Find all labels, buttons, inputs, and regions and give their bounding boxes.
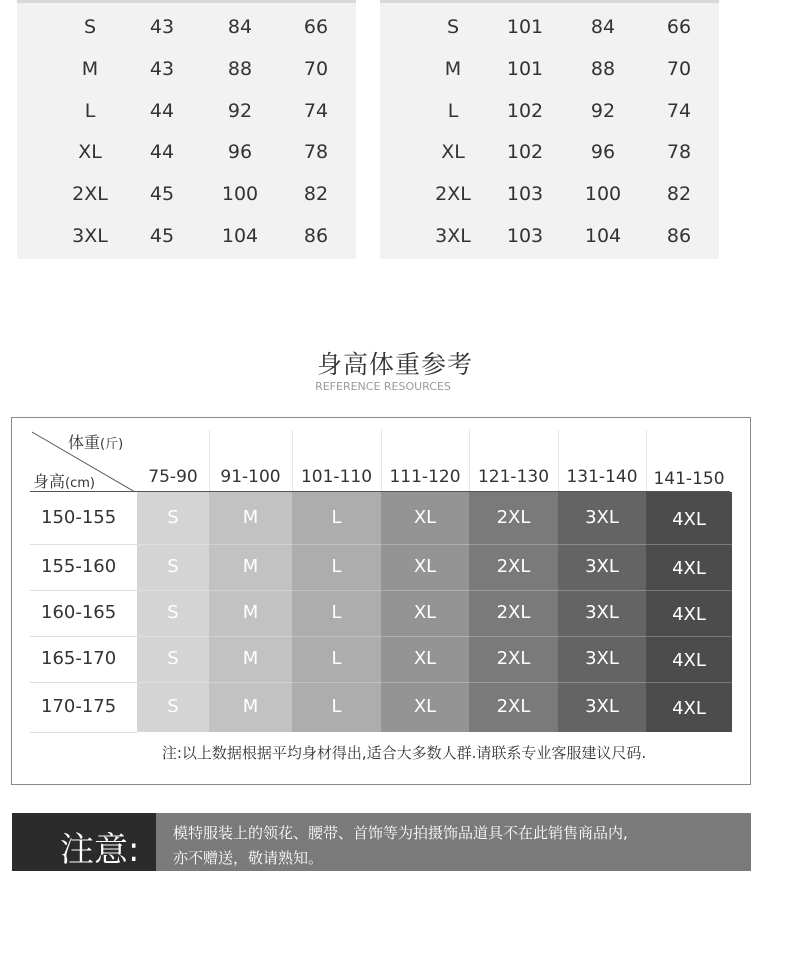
size-column — [469, 492, 558, 732]
cell-divider — [558, 544, 646, 545]
notice-text-panel — [156, 813, 751, 871]
size-cell: S — [167, 648, 179, 669]
size-cell: 4XL — [672, 650, 706, 671]
size-table-cell: 92 — [590, 100, 616, 122]
size-column — [381, 492, 469, 732]
size-cell: XL — [413, 556, 437, 577]
size-table-cell: 103 — [506, 183, 544, 205]
weight-axis-label — [68, 430, 123, 453]
size-table-cell: 66 — [303, 16, 329, 38]
size-table-cell: 104 — [221, 225, 259, 247]
size-table-cell: XL — [441, 141, 465, 163]
size-table-cell: 101 — [506, 16, 544, 38]
size-table-cell: 82 — [303, 183, 329, 205]
size-table-cell: 74 — [666, 100, 692, 122]
size-table-cell: 101 — [506, 58, 544, 80]
size-cell: S — [167, 507, 179, 528]
header-column-divider — [646, 430, 647, 492]
size-cell: L — [331, 602, 342, 623]
height-axis-label — [33, 469, 95, 492]
size-table-cell: 82 — [666, 183, 692, 205]
size-cell: M — [242, 602, 259, 623]
size-cell: 4XL — [672, 558, 706, 579]
cell-divider — [469, 544, 558, 545]
size-table-cell: 3XL — [435, 225, 471, 247]
size-cell: 2XL — [496, 556, 531, 577]
size-cell: M — [242, 696, 259, 717]
cell-divider — [292, 636, 381, 637]
section-title: 身高体重参考 — [316, 350, 473, 379]
size-table-cell: 100 — [221, 183, 259, 205]
weight-range-header: 91-100 — [220, 467, 281, 487]
size-table-cell: M — [81, 58, 99, 80]
size-table-cell: 70 — [303, 58, 329, 80]
size-table-cell: 96 — [590, 141, 616, 163]
size-table-cell: 44 — [149, 141, 175, 163]
size-table-cell: 70 — [666, 58, 692, 80]
size-cell: 4XL — [672, 698, 706, 719]
size-table-cell: 86 — [666, 225, 692, 247]
notice-line-1: 模特服装上的领花、腰带、首饰等为拍摄饰品道具不在此销售商品内, — [173, 824, 628, 842]
header-column-divider — [381, 430, 382, 492]
header-column-divider — [292, 430, 293, 492]
section-subtitle: REFERENCE RESOURCES — [315, 380, 451, 393]
header-column-divider — [558, 430, 559, 492]
size-cell: L — [331, 696, 342, 717]
size-cell: 3XL — [585, 602, 619, 623]
size-cell: M — [242, 507, 259, 528]
size-column — [558, 492, 646, 732]
size-cell: XL — [413, 602, 437, 623]
size-table-cell: 102 — [506, 141, 544, 163]
height-range-label: 150-155 — [41, 507, 117, 528]
size-cell: L — [331, 507, 342, 528]
size-cell: 2XL — [496, 602, 531, 623]
size-table-cell: L — [447, 100, 459, 122]
size-column — [292, 492, 381, 732]
notice-title-panel — [12, 813, 156, 871]
cell-divider — [137, 590, 209, 591]
size-table-cell: 74 — [303, 100, 329, 122]
size-column — [137, 492, 209, 732]
size-cell: S — [167, 696, 179, 717]
cell-divider — [381, 544, 469, 545]
cell-divider — [646, 544, 732, 545]
size-table-cell: 84 — [227, 16, 253, 38]
cell-divider — [381, 636, 469, 637]
size-cell: 2XL — [496, 507, 531, 528]
cell-divider — [646, 590, 732, 591]
cell-divider — [646, 636, 732, 637]
weight-range-header: 121-130 — [477, 467, 550, 487]
size-cell: 3XL — [585, 696, 619, 717]
cell-divider — [292, 544, 381, 545]
row-divider — [30, 732, 137, 733]
size-cell: 3XL — [585, 648, 619, 669]
size-column — [646, 492, 732, 732]
height-range-label: 160-165 — [41, 602, 117, 623]
size-table-cell: 45 — [149, 225, 175, 247]
cell-divider — [137, 682, 209, 683]
size-table-cell: 2XL — [72, 183, 108, 205]
cell-divider — [558, 590, 646, 591]
cell-divider — [137, 544, 209, 545]
size-table-cell: 44 — [149, 100, 175, 122]
size-table-cell: S — [446, 16, 460, 38]
cell-divider — [558, 636, 646, 637]
weight-range-header: 111-120 — [389, 467, 461, 487]
size-table-cell: 96 — [227, 141, 253, 163]
size-table-cell: 92 — [227, 100, 253, 122]
height-unit: (cm) — [65, 476, 95, 491]
size-table-cell: 84 — [590, 16, 616, 38]
row-divider — [30, 636, 137, 637]
height-range-label: 155-160 — [41, 556, 117, 577]
notice-line-2: 亦不赠送，敬请熟知。 — [173, 849, 324, 867]
size-cell: L — [331, 556, 342, 577]
size-table-cell: 102 — [506, 100, 544, 122]
cell-divider — [137, 636, 209, 637]
size-cell: M — [242, 648, 259, 669]
size-table-cell: 43 — [149, 58, 175, 80]
cell-divider — [469, 590, 558, 591]
size-cell: S — [167, 556, 179, 577]
weight-label-text: 体重 — [68, 433, 101, 452]
row-divider — [30, 682, 137, 683]
size-cell: S — [167, 602, 179, 623]
size-table-cell: 78 — [303, 141, 329, 163]
size-table-cell: 2XL — [435, 183, 471, 205]
size-table-cell: 45 — [149, 183, 175, 205]
size-table-cell: 43 — [149, 16, 175, 38]
cell-divider — [209, 682, 292, 683]
cell-divider — [558, 682, 646, 683]
size-table-cell: 100 — [584, 183, 622, 205]
size-column — [209, 492, 292, 732]
size-table-cell: 104 — [584, 225, 622, 247]
cell-divider — [381, 682, 469, 683]
size-table-cell: M — [444, 58, 462, 80]
size-cell: 2XL — [496, 696, 531, 717]
weight-range-header: 101-110 — [300, 467, 373, 487]
size-cell: 4XL — [672, 604, 706, 625]
size-table-cell: XL — [78, 141, 102, 163]
cell-divider — [469, 636, 558, 637]
cell-divider — [209, 636, 292, 637]
size-table-cell: 66 — [666, 16, 692, 38]
size-cell: M — [242, 556, 259, 577]
size-cell: XL — [413, 696, 437, 717]
notice-title: 注意: — [60, 830, 140, 870]
size-table-cell: 78 — [666, 141, 692, 163]
size-cell: 3XL — [585, 507, 619, 528]
weight-range-header: 75-90 — [148, 467, 198, 487]
row-divider — [30, 590, 137, 591]
size-table-cell: L — [84, 100, 96, 122]
cell-divider — [209, 590, 292, 591]
size-cell: L — [331, 648, 342, 669]
weight-unit: (斤) — [100, 437, 124, 452]
size-cell: XL — [413, 648, 437, 669]
size-note: 注:以上数据根据平均身材得出,适合大多数人群.请联系专业客服建议尺码. — [161, 744, 647, 762]
size-table-cell: 88 — [227, 58, 253, 80]
notice-banner — [12, 813, 751, 871]
size-cell: 4XL — [672, 509, 706, 530]
size-cell: 3XL — [585, 556, 619, 577]
size-table-cell: S — [83, 16, 97, 38]
size-table-cell: 3XL — [72, 225, 108, 247]
size-cell: 2XL — [496, 648, 531, 669]
row-divider — [30, 544, 137, 545]
size-table-cell: 103 — [506, 225, 544, 247]
size-table-cell: 88 — [590, 58, 616, 80]
cell-divider — [292, 682, 381, 683]
header-column-divider — [469, 430, 470, 492]
cell-divider — [646, 682, 732, 683]
size-table-cell: 86 — [303, 225, 329, 247]
cell-divider — [381, 590, 469, 591]
cell-divider — [292, 590, 381, 591]
cell-divider — [469, 682, 558, 683]
height-range-label: 170-175 — [41, 696, 117, 717]
weight-range-header: 141-150 — [653, 469, 725, 489]
height-range-label: 165-170 — [41, 648, 117, 669]
cell-divider — [209, 544, 292, 545]
height-label-text: 身高 — [33, 472, 66, 491]
weight-range-header: 131-140 — [566, 467, 638, 487]
size-cell: XL — [413, 507, 437, 528]
header-column-divider — [209, 430, 210, 492]
